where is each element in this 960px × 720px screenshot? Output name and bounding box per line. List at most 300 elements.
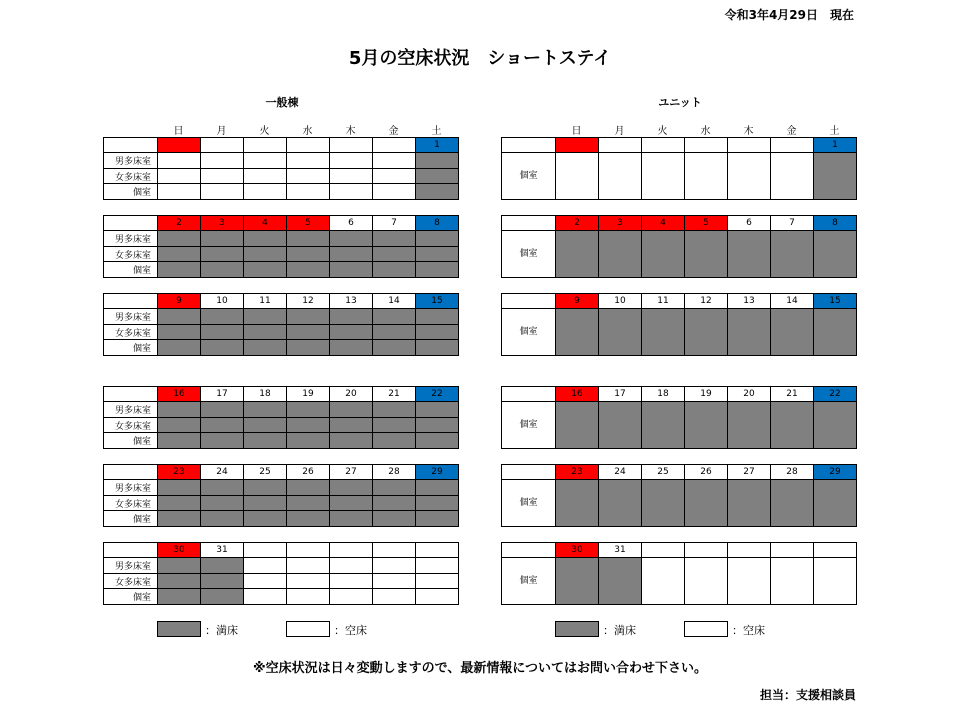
bed-available-cell — [286, 588, 330, 605]
bed-full-cell — [200, 401, 244, 418]
day-number-cell: 31 — [200, 542, 244, 558]
unit-bed-full-cell — [770, 308, 814, 356]
day-number-cell-unit: 26 — [684, 464, 728, 480]
weekday-label: 日 — [173, 126, 184, 137]
bed-full-cell — [415, 417, 459, 434]
room-type-label: 個室 — [132, 344, 151, 354]
day-number-cell: 17 — [200, 386, 244, 402]
bed-full-cell — [200, 324, 244, 341]
unit-bed-full-cell — [555, 230, 599, 278]
unit-bed-full-cell — [813, 401, 857, 449]
week-header-label-cell — [103, 464, 158, 480]
bed-available-cell — [329, 168, 373, 185]
page-title: 5月の空床状況 ショートステイ — [348, 48, 612, 69]
bed-full-cell — [243, 495, 287, 512]
unit-bed-full-cell — [641, 401, 685, 449]
bed-full-cell — [286, 495, 330, 512]
unit-bed-full-cell — [555, 308, 599, 356]
unit-bed-available-cell — [598, 152, 642, 200]
day-number-cell-unit — [684, 542, 728, 558]
bed-full-cell — [157, 261, 201, 278]
bed-full-cell — [157, 230, 201, 247]
bed-full-cell — [329, 401, 373, 418]
day-number-cell: 1 — [415, 137, 459, 153]
unit-bed-full-cell — [813, 230, 857, 278]
availability-note: ※空床状況は日々変動しますので、最新情報についてはお問い合わせ下さい。 — [252, 661, 708, 676]
day-number-cell-unit — [684, 137, 728, 153]
legend-full-swatch — [157, 621, 201, 637]
unit-bed-full-cell — [555, 557, 599, 605]
unit-bed-full-cell — [641, 308, 685, 356]
legend-empty-label: ：空床 — [334, 624, 367, 637]
day-number-cell-unit — [727, 542, 771, 558]
bed-available-cell — [243, 557, 287, 574]
room-type-label: 女多床室 — [114, 577, 151, 588]
bed-available-cell — [157, 168, 201, 185]
weekday-label: 金 — [786, 126, 797, 137]
bed-available-cell — [200, 183, 244, 200]
bed-available-cell — [329, 557, 373, 574]
week-header-label-cell-unit — [501, 137, 556, 153]
bed-full-cell — [286, 230, 330, 247]
week-header-label-cell-unit — [501, 215, 556, 231]
current-date: 令和3年4月29日 現在 — [724, 8, 854, 22]
day-number-cell-unit — [770, 137, 814, 153]
bed-full-cell — [157, 401, 201, 418]
day-number-cell: 3 — [200, 215, 244, 231]
room-type-label: 女多床室 — [114, 250, 151, 261]
legend-empty-swatch — [286, 621, 330, 637]
day-number-cell — [329, 137, 373, 153]
day-number-cell-unit — [727, 137, 771, 153]
unit-room-type-label: 個室 — [501, 401, 556, 449]
bed-available-cell — [200, 168, 244, 185]
day-number-cell-unit — [641, 137, 685, 153]
bed-available-cell — [329, 588, 373, 605]
room-type-label: 個室 — [132, 593, 151, 603]
week-header-label-cell-unit — [501, 293, 556, 309]
bed-full-cell — [329, 324, 373, 341]
bed-full-cell — [372, 510, 416, 527]
day-number-cell-unit — [813, 542, 857, 558]
bed-full-cell — [372, 261, 416, 278]
bed-available-cell — [243, 573, 287, 590]
unit-bed-full-cell — [641, 479, 685, 527]
bed-available-cell — [329, 573, 373, 590]
bed-full-cell — [415, 230, 459, 247]
bed-full-cell — [415, 495, 459, 512]
day-number-cell-unit: 9 — [555, 293, 599, 309]
bed-full-cell — [415, 432, 459, 449]
unit-bed-available-cell — [555, 152, 599, 200]
bed-full-cell — [243, 246, 287, 263]
weekday-label: 日 — [571, 126, 582, 137]
bed-full-cell — [286, 510, 330, 527]
day-number-cell — [372, 137, 416, 153]
weekday-label: 水 — [700, 126, 711, 137]
room-type-label: 個室 — [132, 515, 151, 525]
room-type-label: 女多床室 — [114, 499, 151, 510]
bed-available-cell — [372, 183, 416, 200]
unit-bed-available-cell — [727, 152, 771, 200]
day-number-cell-unit: 23 — [555, 464, 599, 480]
bed-available-cell — [286, 183, 330, 200]
legend-empty-swatch-unit — [684, 621, 728, 637]
day-number-cell — [286, 542, 330, 558]
bed-full-cell — [200, 417, 244, 434]
unit-bed-available-cell — [770, 152, 814, 200]
bed-available-cell — [243, 588, 287, 605]
bed-full-cell — [372, 339, 416, 356]
day-number-cell: 21 — [372, 386, 416, 402]
staff-contact: 担当：支援相談員 — [759, 688, 856, 702]
day-number-cell: 26 — [286, 464, 330, 480]
bed-full-cell — [329, 432, 373, 449]
bed-full-cell — [200, 588, 244, 605]
weekday-label: 木 — [743, 126, 754, 137]
day-number-cell — [286, 137, 330, 153]
unit-bed-full-cell — [727, 308, 771, 356]
day-number-cell-unit: 22 — [813, 386, 857, 402]
bed-available-cell — [286, 152, 330, 169]
legend-full-label-unit: ：満床 — [603, 624, 636, 637]
day-number-cell: 8 — [415, 215, 459, 231]
day-number-cell-unit: 31 — [598, 542, 642, 558]
bed-full-cell — [200, 339, 244, 356]
unit-bed-full-cell — [598, 401, 642, 449]
bed-available-cell — [157, 152, 201, 169]
unit-bed-full-cell — [598, 479, 642, 527]
bed-full-cell — [157, 573, 201, 590]
day-number-cell — [415, 542, 459, 558]
unit-bed-available-cell — [684, 152, 728, 200]
bed-full-cell — [243, 432, 287, 449]
unit-bed-full-cell — [684, 401, 728, 449]
weekday-label: 金 — [388, 126, 399, 137]
week-header-label-cell — [103, 137, 158, 153]
bed-full-cell — [286, 479, 330, 496]
bed-full-cell — [243, 230, 287, 247]
bed-full-cell — [243, 261, 287, 278]
weekday-label: 水 — [302, 126, 313, 137]
bed-full-cell — [243, 479, 287, 496]
unit-bed-full-cell — [598, 557, 642, 605]
week-header-label-cell — [103, 293, 158, 309]
day-number-cell: 19 — [286, 386, 330, 402]
day-number-cell: 11 — [243, 293, 287, 309]
weekday-label: 月 — [216, 126, 227, 137]
unit-bed-full-cell — [770, 401, 814, 449]
unit-room-type-label: 個室 — [501, 308, 556, 356]
bed-full-cell — [372, 479, 416, 496]
legend-full-label: ：満床 — [205, 624, 238, 637]
room-type-label: 男多床室 — [114, 235, 151, 245]
bed-available-cell — [286, 573, 330, 590]
unit-bed-full-cell — [555, 479, 599, 527]
bed-full-cell — [243, 339, 287, 356]
bed-full-cell — [372, 246, 416, 263]
day-number-cell-unit: 25 — [641, 464, 685, 480]
bed-full-cell — [415, 261, 459, 278]
unit-bed-full-cell — [684, 230, 728, 278]
unit-room-type-label: 個室 — [501, 479, 556, 527]
day-number-cell: 24 — [200, 464, 244, 480]
day-number-cell: 20 — [329, 386, 373, 402]
weekday-label: 月 — [614, 126, 625, 137]
bed-available-cell — [372, 152, 416, 169]
unit-bed-full-cell — [641, 230, 685, 278]
day-number-cell-unit: 19 — [684, 386, 728, 402]
day-number-cell-unit: 7 — [770, 215, 814, 231]
bed-full-cell — [157, 557, 201, 574]
bed-full-cell — [415, 510, 459, 527]
bed-full-cell — [200, 573, 244, 590]
day-number-cell-unit: 2 — [555, 215, 599, 231]
legend-empty-label-unit: ：空床 — [732, 624, 765, 637]
bed-available-cell — [243, 183, 287, 200]
bed-full-cell — [200, 246, 244, 263]
day-number-cell: 2 — [157, 215, 201, 231]
section-general-heading: 一般棟 — [265, 96, 299, 109]
week-header-label-cell — [103, 215, 158, 231]
day-number-cell-unit: 14 — [770, 293, 814, 309]
day-number-cell: 7 — [372, 215, 416, 231]
day-number-cell: 25 — [243, 464, 287, 480]
unit-bed-available-cell — [684, 557, 728, 605]
legend-full-swatch-unit — [555, 621, 599, 637]
day-number-cell-unit: 4 — [641, 215, 685, 231]
bed-full-cell — [329, 246, 373, 263]
day-number-cell: 5 — [286, 215, 330, 231]
unit-bed-full-cell — [770, 230, 814, 278]
day-number-cell: 14 — [372, 293, 416, 309]
day-number-cell-unit — [641, 542, 685, 558]
day-number-cell-unit: 27 — [727, 464, 771, 480]
bed-full-cell — [200, 308, 244, 325]
day-number-cell-unit: 16 — [555, 386, 599, 402]
day-number-cell — [157, 137, 201, 153]
bed-full-cell — [372, 401, 416, 418]
bed-available-cell — [329, 152, 373, 169]
unit-bed-available-cell — [770, 557, 814, 605]
room-type-label: 女多床室 — [114, 421, 151, 432]
bed-full-cell — [372, 432, 416, 449]
day-number-cell: 12 — [286, 293, 330, 309]
bed-full-cell — [286, 432, 330, 449]
bed-full-cell — [415, 308, 459, 325]
unit-bed-available-cell — [813, 557, 857, 605]
weekday-label: 土 — [829, 126, 840, 137]
week-header-label-cell — [103, 542, 158, 558]
bed-full-cell — [157, 246, 201, 263]
bed-available-cell — [157, 183, 201, 200]
bed-full-cell — [415, 401, 459, 418]
bed-available-cell — [286, 557, 330, 574]
day-number-cell-unit: 28 — [770, 464, 814, 480]
bed-full-cell — [200, 261, 244, 278]
weekday-label: 火 — [259, 126, 270, 137]
day-number-cell: 6 — [329, 215, 373, 231]
day-number-cell: 9 — [157, 293, 201, 309]
day-number-cell-unit: 15 — [813, 293, 857, 309]
bed-full-cell — [329, 339, 373, 356]
room-type-label: 女多床室 — [114, 328, 151, 339]
unit-room-type-label: 個室 — [501, 230, 556, 278]
bed-full-cell — [243, 308, 287, 325]
bed-full-cell — [415, 183, 459, 200]
week-header-label-cell-unit — [501, 464, 556, 480]
bed-full-cell — [157, 479, 201, 496]
bed-full-cell — [329, 479, 373, 496]
day-number-cell-unit: 18 — [641, 386, 685, 402]
room-type-label: 男多床室 — [114, 562, 151, 572]
bed-full-cell — [243, 324, 287, 341]
day-number-cell-unit — [555, 137, 599, 153]
day-number-cell-unit — [598, 137, 642, 153]
bed-full-cell — [329, 510, 373, 527]
bed-full-cell — [329, 495, 373, 512]
bed-full-cell — [415, 479, 459, 496]
bed-available-cell — [243, 168, 287, 185]
unit-bed-full-cell — [598, 308, 642, 356]
day-number-cell-unit: 10 — [598, 293, 642, 309]
bed-full-cell — [157, 308, 201, 325]
day-number-cell-unit: 11 — [641, 293, 685, 309]
bed-full-cell — [286, 401, 330, 418]
day-number-cell-unit: 1 — [813, 137, 857, 153]
bed-available-cell — [372, 557, 416, 574]
room-type-label: 個室 — [132, 266, 151, 276]
bed-full-cell — [200, 432, 244, 449]
bed-full-cell — [372, 495, 416, 512]
bed-full-cell — [372, 324, 416, 341]
bed-full-cell — [243, 417, 287, 434]
day-number-cell-unit: 29 — [813, 464, 857, 480]
bed-full-cell — [415, 339, 459, 356]
unit-bed-full-cell — [813, 152, 857, 200]
bed-full-cell — [286, 246, 330, 263]
bed-full-cell — [372, 417, 416, 434]
bed-full-cell — [286, 339, 330, 356]
unit-bed-full-cell — [727, 401, 771, 449]
bed-full-cell — [415, 152, 459, 169]
unit-bed-full-cell — [727, 479, 771, 527]
day-number-cell-unit: 30 — [555, 542, 599, 558]
bed-full-cell — [286, 417, 330, 434]
week-header-label-cell — [103, 386, 158, 402]
bed-full-cell — [329, 261, 373, 278]
bed-full-cell — [372, 230, 416, 247]
day-number-cell — [329, 542, 373, 558]
bed-full-cell — [157, 339, 201, 356]
weekday-label: 火 — [657, 126, 668, 137]
bed-full-cell — [286, 308, 330, 325]
unit-bed-full-cell — [770, 479, 814, 527]
unit-bed-full-cell — [684, 479, 728, 527]
day-number-cell-unit: 21 — [770, 386, 814, 402]
day-number-cell: 29 — [415, 464, 459, 480]
bed-full-cell — [200, 495, 244, 512]
weekday-label: 木 — [345, 126, 356, 137]
bed-available-cell — [415, 588, 459, 605]
bed-full-cell — [243, 401, 287, 418]
room-type-label: 個室 — [132, 188, 151, 198]
bed-full-cell — [200, 479, 244, 496]
bed-available-cell — [415, 573, 459, 590]
day-number-cell — [200, 137, 244, 153]
day-number-cell: 23 — [157, 464, 201, 480]
unit-room-type-label: 個室 — [501, 152, 556, 200]
unit-bed-full-cell — [684, 308, 728, 356]
day-number-cell — [243, 542, 287, 558]
bed-full-cell — [329, 230, 373, 247]
day-number-cell-unit — [770, 542, 814, 558]
day-number-cell-unit: 6 — [727, 215, 771, 231]
day-number-cell: 30 — [157, 542, 201, 558]
day-number-cell-unit: 5 — [684, 215, 728, 231]
day-number-cell: 27 — [329, 464, 373, 480]
day-number-cell: 22 — [415, 386, 459, 402]
bed-full-cell — [329, 308, 373, 325]
bed-available-cell — [372, 588, 416, 605]
room-type-label: 男多床室 — [114, 484, 151, 494]
unit-bed-available-cell — [727, 557, 771, 605]
bed-full-cell — [157, 432, 201, 449]
unit-bed-full-cell — [813, 479, 857, 527]
room-type-label: 男多床室 — [114, 406, 151, 416]
day-number-cell — [372, 542, 416, 558]
unit-bed-available-cell — [641, 152, 685, 200]
bed-full-cell — [157, 495, 201, 512]
section-unit-heading: ユニット — [658, 96, 702, 109]
day-number-cell-unit: 8 — [813, 215, 857, 231]
bed-full-cell — [372, 308, 416, 325]
bed-full-cell — [157, 417, 201, 434]
bed-available-cell — [372, 573, 416, 590]
day-number-cell: 10 — [200, 293, 244, 309]
day-number-cell — [243, 137, 287, 153]
day-number-cell-unit: 24 — [598, 464, 642, 480]
unit-room-type-label: 個室 — [501, 557, 556, 605]
unit-bed-full-cell — [727, 230, 771, 278]
unit-bed-full-cell — [598, 230, 642, 278]
bed-full-cell — [243, 510, 287, 527]
day-number-cell: 28 — [372, 464, 416, 480]
bed-full-cell — [286, 261, 330, 278]
bed-full-cell — [415, 324, 459, 341]
bed-full-cell — [329, 417, 373, 434]
bed-full-cell — [157, 324, 201, 341]
bed-available-cell — [243, 152, 287, 169]
bed-full-cell — [157, 510, 201, 527]
day-number-cell: 18 — [243, 386, 287, 402]
day-number-cell: 13 — [329, 293, 373, 309]
bed-full-cell — [157, 588, 201, 605]
day-number-cell-unit: 17 — [598, 386, 642, 402]
bed-available-cell — [286, 168, 330, 185]
room-type-label: 個室 — [132, 437, 151, 447]
day-number-cell: 4 — [243, 215, 287, 231]
week-header-label-cell-unit — [501, 542, 556, 558]
day-number-cell-unit: 12 — [684, 293, 728, 309]
unit-bed-full-cell — [813, 308, 857, 356]
day-number-cell: 16 — [157, 386, 201, 402]
bed-full-cell — [415, 246, 459, 263]
bed-full-cell — [286, 324, 330, 341]
bed-full-cell — [200, 230, 244, 247]
bed-full-cell — [200, 510, 244, 527]
bed-available-cell — [415, 557, 459, 574]
